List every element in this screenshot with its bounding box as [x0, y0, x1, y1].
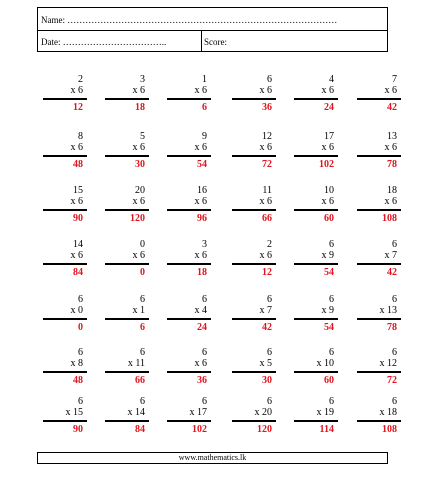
answer-line [167, 209, 211, 211]
multiplier: x 6 [70, 142, 83, 153]
answer[interactable]: 102 [319, 159, 334, 170]
answer-line [167, 371, 211, 373]
answer-line [357, 318, 401, 320]
problem-3-1 [35, 186, 95, 234]
problem-5-1 [35, 295, 95, 343]
answer[interactable]: 30 [135, 159, 145, 170]
multiplier: x 0 [70, 305, 83, 316]
answer-line [232, 420, 276, 422]
answer[interactable]: 54 [324, 322, 334, 333]
multiplier: x 9 [321, 250, 334, 261]
multiplier: x 6 [70, 250, 83, 261]
answer-line [43, 371, 87, 373]
multiplier: x 6 [321, 196, 334, 207]
answer[interactable]: 72 [262, 159, 272, 170]
problem-4-4 [224, 240, 284, 288]
problem-1-4 [224, 75, 284, 123]
problem-7-6 [349, 397, 409, 445]
answer-line [232, 318, 276, 320]
multiplier: x 6 [384, 85, 397, 96]
problem-7-2 [97, 397, 157, 445]
answer[interactable]: 66 [135, 375, 145, 386]
multiplicand: 12 [262, 131, 272, 142]
problem-4-5 [286, 240, 346, 288]
multiplicand: 6 [202, 396, 207, 407]
answer[interactable]: 36 [197, 375, 207, 386]
problem-4-1 [35, 240, 95, 288]
answer-line [357, 263, 401, 265]
multiplicand: 6 [392, 239, 397, 250]
multiplier: x 18 [379, 407, 397, 418]
multiplicand: 6 [78, 396, 83, 407]
answer[interactable]: 72 [387, 375, 397, 386]
multiplicand: 6 [392, 294, 397, 305]
multiplier: x 6 [384, 142, 397, 153]
multiplicand: 6 [202, 294, 207, 305]
multiplier: x 20 [254, 407, 272, 418]
multiplicand: 6 [140, 294, 145, 305]
problem-5-6 [349, 295, 409, 343]
answer[interactable]: 0 [78, 322, 83, 333]
answer-line [105, 209, 149, 211]
problem-4-6 [349, 240, 409, 288]
multiplicand: 6 [267, 396, 272, 407]
problem-2-1 [35, 132, 95, 180]
answer[interactable]: 66 [262, 213, 272, 224]
multiplier: x 6 [194, 85, 207, 96]
answer[interactable]: 78 [387, 159, 397, 170]
answer[interactable]: 42 [387, 267, 397, 278]
answer[interactable]: 54 [197, 159, 207, 170]
answer[interactable]: 96 [197, 213, 207, 224]
answer-line [105, 371, 149, 373]
answer[interactable]: 6 [140, 322, 145, 333]
multiplier: x 1 [132, 305, 145, 316]
answer-line [357, 420, 401, 422]
multiplicand: 6 [392, 347, 397, 358]
problem-2-5 [286, 132, 346, 180]
multiplicand: 6 [392, 396, 397, 407]
problem-7-1 [35, 397, 95, 445]
answer-line [105, 420, 149, 422]
answer-line [43, 263, 87, 265]
answer-line [167, 155, 211, 157]
answer[interactable]: 60 [324, 213, 334, 224]
name-label[interactable]: Name: ……………………………………………………………………………… [41, 15, 338, 25]
multiplier: x 15 [65, 407, 83, 418]
answer-line [43, 318, 87, 320]
answer[interactable]: 30 [262, 375, 272, 386]
multiplicand: 6 [329, 396, 334, 407]
answer[interactable]: 102 [192, 424, 207, 435]
problem-5-4 [224, 295, 284, 343]
multiplier: x 6 [194, 142, 207, 153]
problem-3-3 [159, 186, 219, 234]
footer-url: www.mathematics.lk [178, 453, 247, 462]
multiplicand: 2 [267, 239, 272, 250]
problem-3-6 [349, 186, 409, 234]
multiplicand: 6 [267, 347, 272, 358]
answer-line [294, 371, 338, 373]
answer-line [294, 209, 338, 211]
answer[interactable]: 114 [319, 424, 334, 435]
answer-line [167, 318, 211, 320]
multiplier: x 6 [321, 85, 334, 96]
score-label[interactable]: Score: [204, 37, 227, 47]
multiplier: x 6 [132, 250, 145, 261]
multiplicand: 15 [73, 185, 83, 196]
answer[interactable]: 84 [73, 267, 83, 278]
problem-1-6 [349, 75, 409, 123]
problem-6-5 [286, 348, 346, 396]
multiplier: x 6 [132, 85, 145, 96]
answer-line [232, 371, 276, 373]
answer-line [43, 155, 87, 157]
multiplicand: 10 [324, 185, 334, 196]
multiplicand: 6 [267, 294, 272, 305]
answer[interactable]: 108 [382, 213, 397, 224]
answer[interactable]: 90 [73, 424, 83, 435]
answer[interactable]: 36 [262, 102, 272, 113]
problem-5-2 [97, 295, 157, 343]
problem-6-3 [159, 348, 219, 396]
multiplicand: 6 [267, 74, 272, 85]
multiplier: x 6 [132, 196, 145, 207]
answer-line [294, 155, 338, 157]
problem-1-5 [286, 75, 346, 123]
multiplicand: 6 [140, 347, 145, 358]
multiplier: x 9 [321, 305, 334, 316]
multiplier: x 13 [379, 305, 397, 316]
answer-line [232, 155, 276, 157]
answer-line [232, 263, 276, 265]
problem-6-4 [224, 348, 284, 396]
problem-2-4 [224, 132, 284, 180]
answer-line [294, 318, 338, 320]
problem-3-5 [286, 186, 346, 234]
multiplicand: 2 [78, 74, 83, 85]
answer-line [357, 371, 401, 373]
multiplier: x 6 [259, 196, 272, 207]
multiplicand: 6 [329, 294, 334, 305]
answer-line [105, 98, 149, 100]
multiplicand: 1 [202, 74, 207, 85]
multiplicand: 6 [78, 294, 83, 305]
multiplier: x 4 [194, 305, 207, 316]
multiplicand: 20 [135, 185, 145, 196]
multiplicand: 7 [392, 74, 397, 85]
answer-line [167, 263, 211, 265]
answer[interactable]: 120 [257, 424, 272, 435]
problem-2-3 [159, 132, 219, 180]
multiplicand: 6 [78, 347, 83, 358]
answer-line [294, 420, 338, 422]
answer[interactable]: 12 [262, 267, 272, 278]
problem-1-3 [159, 75, 219, 123]
multiplicand: 11 [262, 185, 272, 196]
answer-line [232, 98, 276, 100]
problem-4-2 [97, 240, 157, 288]
multiplier: x 19 [316, 407, 334, 418]
answer[interactable]: 12 [73, 102, 83, 113]
multiplier: x 6 [194, 196, 207, 207]
answer[interactable]: 18 [135, 102, 145, 113]
answer-line [105, 318, 149, 320]
multiplier: x 6 [194, 358, 207, 369]
answer[interactable]: 108 [382, 424, 397, 435]
multiplier: x 7 [384, 250, 397, 261]
date-label[interactable]: Date: …………………………….. [41, 37, 167, 47]
multiplier: x 5 [259, 358, 272, 369]
answer[interactable]: 90 [73, 213, 83, 224]
answer-line [43, 98, 87, 100]
multiplicand: 17 [324, 131, 334, 142]
multiplier: x 17 [189, 407, 207, 418]
multiplier: x 7 [259, 305, 272, 316]
answer-line [357, 155, 401, 157]
problem-7-5 [286, 397, 346, 445]
multiplier: x 6 [194, 250, 207, 261]
answer[interactable]: 0 [140, 267, 145, 278]
multiplicand: 8 [78, 131, 83, 142]
multiplier: x 6 [70, 196, 83, 207]
answer[interactable]: 6 [202, 102, 207, 113]
answer-line [43, 209, 87, 211]
multiplier: x 14 [127, 407, 145, 418]
answer[interactable]: 120 [130, 213, 145, 224]
answer[interactable]: 60 [324, 375, 334, 386]
problem-3-2 [97, 186, 157, 234]
problem-5-3 [159, 295, 219, 343]
answer[interactable]: 54 [324, 267, 334, 278]
multiplier: x 10 [316, 358, 334, 369]
multiplicand: 3 [140, 74, 145, 85]
problem-1-1 [35, 75, 95, 123]
multiplicand: 6 [329, 239, 334, 250]
multiplier: x 6 [132, 142, 145, 153]
multiplier: x 6 [321, 142, 334, 153]
problem-2-6 [349, 132, 409, 180]
multiplicand: 4 [329, 74, 334, 85]
answer-line [167, 98, 211, 100]
problem-4-3 [159, 240, 219, 288]
problem-5-5 [286, 295, 346, 343]
problem-6-2 [97, 348, 157, 396]
answer[interactable]: 84 [135, 424, 145, 435]
answer-line [294, 98, 338, 100]
multiplicand: 14 [73, 239, 83, 250]
answer[interactable]: 42 [262, 322, 272, 333]
answer[interactable]: 78 [387, 322, 397, 333]
problem-6-6 [349, 348, 409, 396]
problem-1-2 [97, 75, 157, 123]
answer-line [232, 209, 276, 211]
multiplier: x 6 [259, 85, 272, 96]
problem-7-4 [224, 397, 284, 445]
multiplier: x 6 [70, 85, 83, 96]
answer[interactable]: 24 [197, 322, 207, 333]
answer-line [294, 263, 338, 265]
answer[interactable]: 48 [73, 159, 83, 170]
multiplier: x 6 [259, 142, 272, 153]
multiplicand: 6 [140, 396, 145, 407]
answer[interactable]: 24 [324, 102, 334, 113]
multiplier: x 12 [379, 358, 397, 369]
answer[interactable]: 18 [197, 267, 207, 278]
multiplier: x 6 [384, 196, 397, 207]
answer-line [105, 155, 149, 157]
answer[interactable]: 42 [387, 102, 397, 113]
multiplicand: 6 [329, 347, 334, 358]
multiplicand: 13 [387, 131, 397, 142]
multiplicand: 0 [140, 239, 145, 250]
problem-7-3 [159, 397, 219, 445]
multiplicand: 5 [140, 131, 145, 142]
answer-line [357, 98, 401, 100]
multiplier: x 11 [127, 358, 145, 369]
problem-2-2 [97, 132, 157, 180]
multiplier: x 6 [259, 250, 272, 261]
answer-line [357, 209, 401, 211]
multiplicand: 9 [202, 131, 207, 142]
multiplicand: 16 [197, 185, 207, 196]
multiplier: x 8 [70, 358, 83, 369]
answer-line [105, 263, 149, 265]
problem-6-1 [35, 348, 95, 396]
answer-line [43, 420, 87, 422]
answer-line [167, 420, 211, 422]
answer[interactable]: 48 [73, 375, 83, 386]
multiplicand: 18 [387, 185, 397, 196]
footer [37, 452, 388, 464]
problem-3-4 [224, 186, 284, 234]
multiplicand: 6 [202, 347, 207, 358]
multiplicand: 3 [202, 239, 207, 250]
